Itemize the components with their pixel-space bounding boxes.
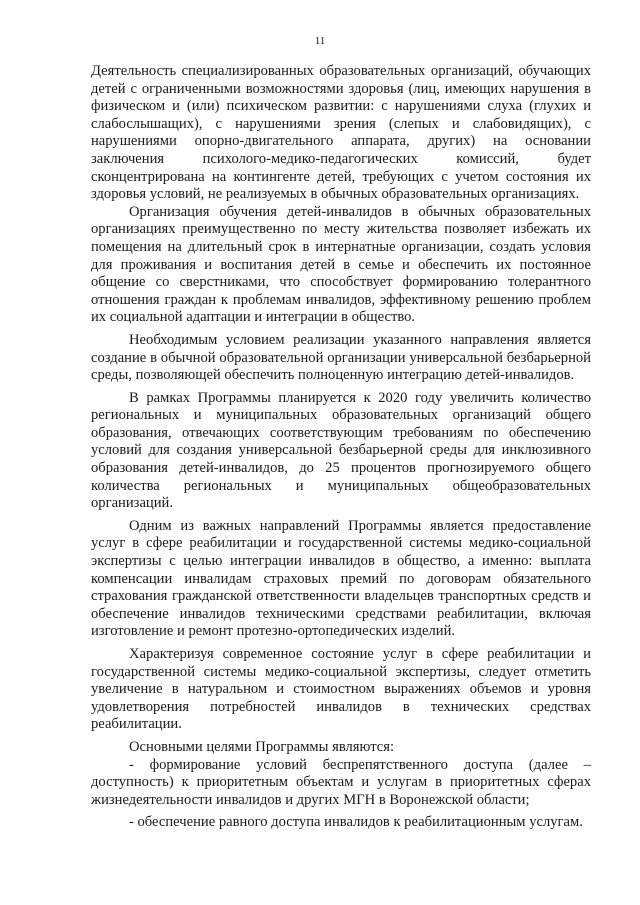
paragraph-program-goals-heading: Основными целями Программы являются:: [129, 738, 395, 755]
paragraph-current-state: Характеризуя современное состояние услуг в сфере реабилитации и государственной системы медико-социальной экспертизы, следует отметить увеличение в натуральном и стоимостном выражениях объемов и уровня удовлетворения потребностей инвалидов в технических средствах реабилитации.: [91, 646, 591, 733]
document-body: [91, 63, 591, 832]
paragraph-barrier-free-environment: Необходимым условием реализации указанного направления является создание в обычной образовательной организации универсальной безбарьерной среды, позволяющей обеспечить полноценную интеграцию детей-инвалидов.: [91, 331, 591, 384]
list-item-rehabilitation-goal: - обеспечение равного доступа инвалидов к реабилитационным услугам.: [129, 814, 583, 831]
paragraph-inclusive-education: Организация обучения детей-инвалидов в обычных образовательных организациях преимущественно по месту жительства позволяет избежать их помещения на длительный срок в интернатные организации, создать условия для проживания и воспитания детей в семье и обеспечить их постоянное общение со сверстниками, что способствует формированию толерантного отношения граждан к проблемам инвалидов, эффективному решению проблем их социальной адаптации и интеграции в общество.: [91, 203, 591, 326]
list-item-accessibility-goal: - формирование условий беспрепятственного доступа (далее – доступность) к приоритетным объектам и услугам в приоритетных сферах жизнедеятельности инвалидов и других МГН в Воронежской области;: [91, 756, 591, 808]
page-number: 11: [314, 35, 326, 47]
paragraph-specialized-organizations: Деятельность специализированных образовательных организаций, обучающих детей с ограниченными возможностями здоровья (лиц, имеющих нарушения в физическом и (или) психическом развитии: с нарушениями слуха (глухих и слабослышащих), с нарушениями зрения (слепых и слабовидящих), с нарушениями опорно-двигательного аппарата, других) на основании заключения психолого-медико-педагогических комиссий, будет сконцентрирована на контингенте детей, требующих с учетом состояния их здоровья условий, не реализуемых в обычных образовательных организациях.: [91, 63, 591, 203]
paragraph-rehabilitation-services: Одним из важных направлений Программы является предоставление услуг в сфере реабилитации и государственной системы медико-социальной экспертизы с целью интеграции инвалидов в общество, а именно: выплата компенсации инвалидам страховых премий по договорам обязательного страхования гражданской ответственности владельцев транспортных средств и обеспечение инвалидов техническими средствами реабилитации, включая изготовление и ремонт протезно-ортопедических изделий.: [91, 517, 591, 640]
paragraph-program-target-2020: В рамках Программы планируется к 2020 году увеличить количество региональных и муниципальных образовательных организаций общего образования, отвечающих соответствующим требованиям по обеспечению условий для создания универсальной безбарьерной среды для инклюзивного образования детей-инвалидов, до 25 процентов прогнозируемого общего количества региональных и муниципальных общеобразовательных организаций.: [91, 389, 591, 512]
